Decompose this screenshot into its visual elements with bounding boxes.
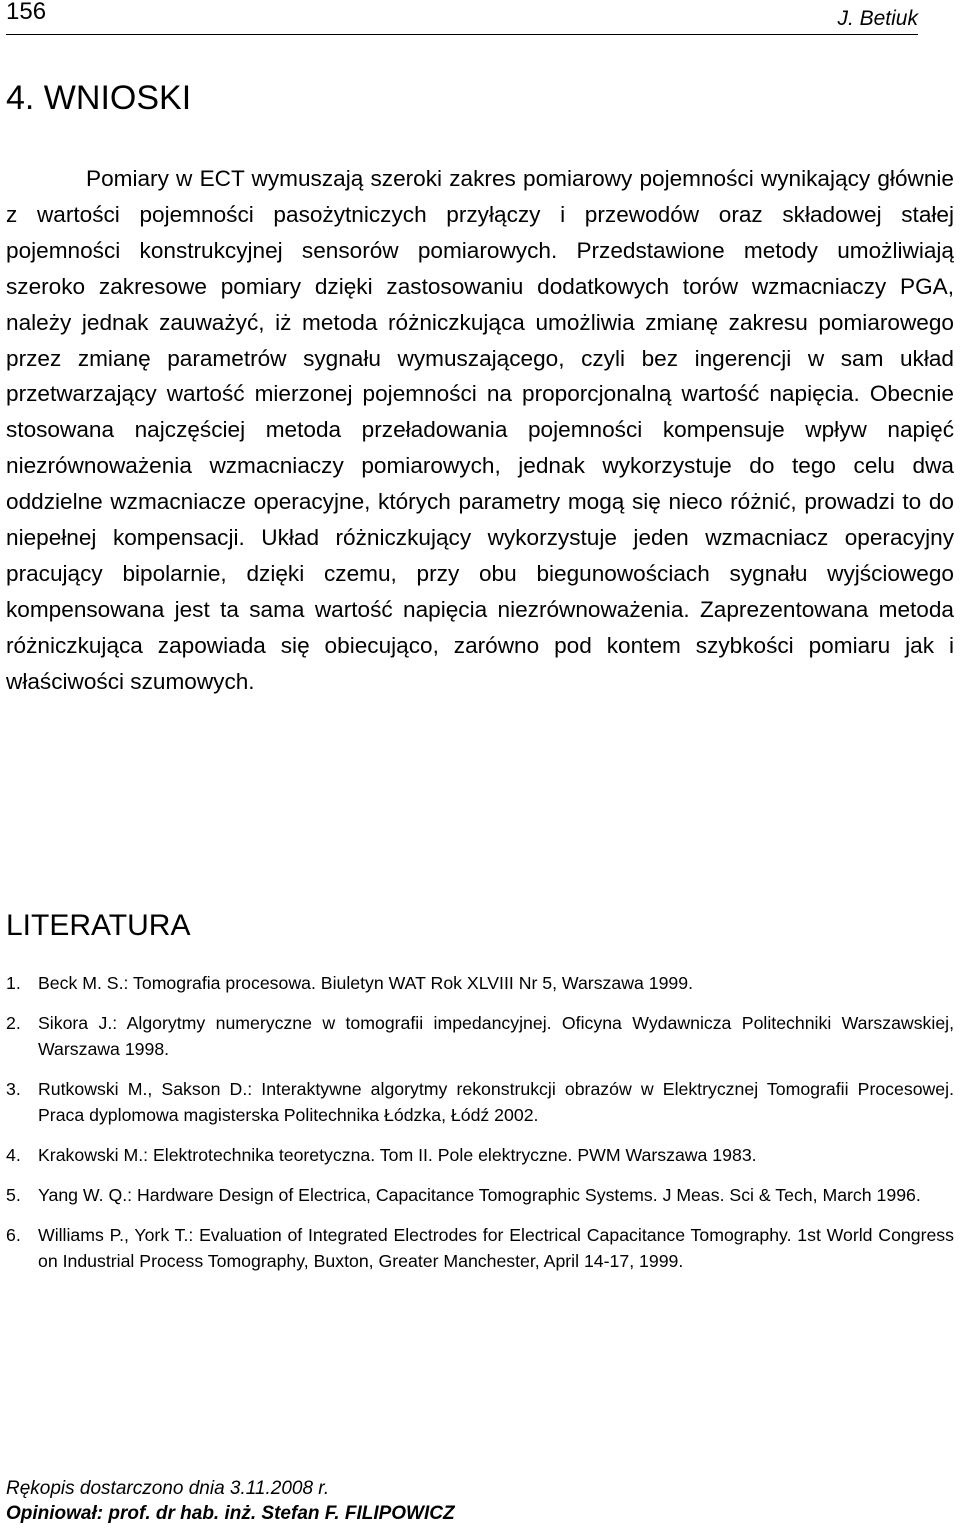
reference-text: Sikora J.: Algorytmy numeryczne w tomografii impedancyjnej. Oficyna Wydawnicza Politechniki Warszawskiej, Warszawa 1998. [38, 1013, 954, 1059]
section-heading-literature: LITERATURA [6, 909, 191, 942]
reference-item [6, 1142, 954, 1168]
reference-item [6, 1182, 954, 1208]
reference-number: 1. [6, 973, 21, 993]
manuscript-received-note: Rękopis dostarczono dnia 3.11.2008 r. [6, 1478, 330, 1499]
reference-number: 4. [6, 1145, 21, 1165]
reference-number: 3. [6, 1079, 21, 1099]
reference-item [6, 1076, 954, 1128]
reference-text: Rutkowski M., Sakson D.: Interaktywne algorytmy rekonstrukcji obrazów w Elektrycznej Tomografii Procesowej. Praca dyplomowa magisterska Politechnika Łódzka, Łódź 2002. [38, 1079, 954, 1125]
section-heading-conclusions: 4. WNIOSKI [6, 79, 192, 117]
header-rule [6, 34, 918, 35]
reference-item [6, 970, 954, 996]
reference-item [6, 1222, 954, 1274]
reference-number: 5. [6, 1185, 21, 1205]
reference-text: Beck M. S.: Tomografia procesowa. Biuletyn WAT Rok XLVIII Nr 5, Warszawa 1999. [38, 973, 694, 993]
page-number: 156 [6, 0, 47, 25]
reference-number: 2. [6, 1013, 21, 1033]
reference-item [6, 1010, 954, 1062]
reviewer-note: Opiniował: prof. dr hab. inż. Stefan F. FILIPOWICZ [6, 1503, 455, 1524]
reference-text: Krakowski M.: Elektrotechnika teoretyczna. Tom II. Pole elektryczne. PWM Warszawa 1983. [38, 1145, 757, 1165]
reference-text: Williams P., York T.: Evaluation of Integrated Electrodes for Electrical Capacitance Tomography. 1st World Congress on Industrial Process Tomography, Buxton, Greater Manchester, April 14-17, 1999. [38, 1225, 954, 1271]
reference-list [6, 970, 954, 1274]
conclusions-paragraph: Pomiary w ECT wymuszają szeroki zakres pomiarowy pojemności wynikający głównie z wartości pojemności pasożytniczych przyłączy i przewodów oraz składowej stałej pojemności konstrukcyjnej sensorów pomiarowych. Przedstawione metody umożliwiają szeroko zakresowe pomiary dzięki zastosowaniu dodatkowych torów wzmacniaczy PGA, należy jednak zauważyć, iż metoda różniczkująca umożliwia zmianę zakresu pomiarowego przez zmianę parametrów sygnału wymuszającego, czyli bez ingerencji w sam układ przetwarzający wartość mierzonej pojemności na proporcjonalną wartość napięcia. Obecnie stosowana najczęściej metoda przeładowania pojemności kompensuje wpływ napięć niezrównoważenia wzmacniaczy pomiarowych, jednak wykorzystuje do tego celu dwa oddzielne wzmacniacze operacyjne, których parametry mogą się nieco różnić, prowadzi to do niepełnej kompensacji. Układ różniczkujący wykorzystuje jeden wzmacniacz operacyjny pracujący bipolarnie, dzięki czemu, przy obu biegunowościach sygnału wyjściowego kompensowana jest ta sama wartość napięcia niezrównoważenia. Zaprezentowana metoda różniczkująca zapowiada się obiecująco, zarówno pod kontem szybkości pomiaru jak i właściwości szumowych. [6, 166, 954, 694]
reference-text: Yang W. Q.: Hardware Design of Electrica, Capacitance Tomographic Systems. J Meas. Sci & Tech, March 1996. [38, 1185, 921, 1205]
running-author: J. Betiuk [837, 7, 918, 30]
reference-number: 6. [6, 1225, 21, 1245]
